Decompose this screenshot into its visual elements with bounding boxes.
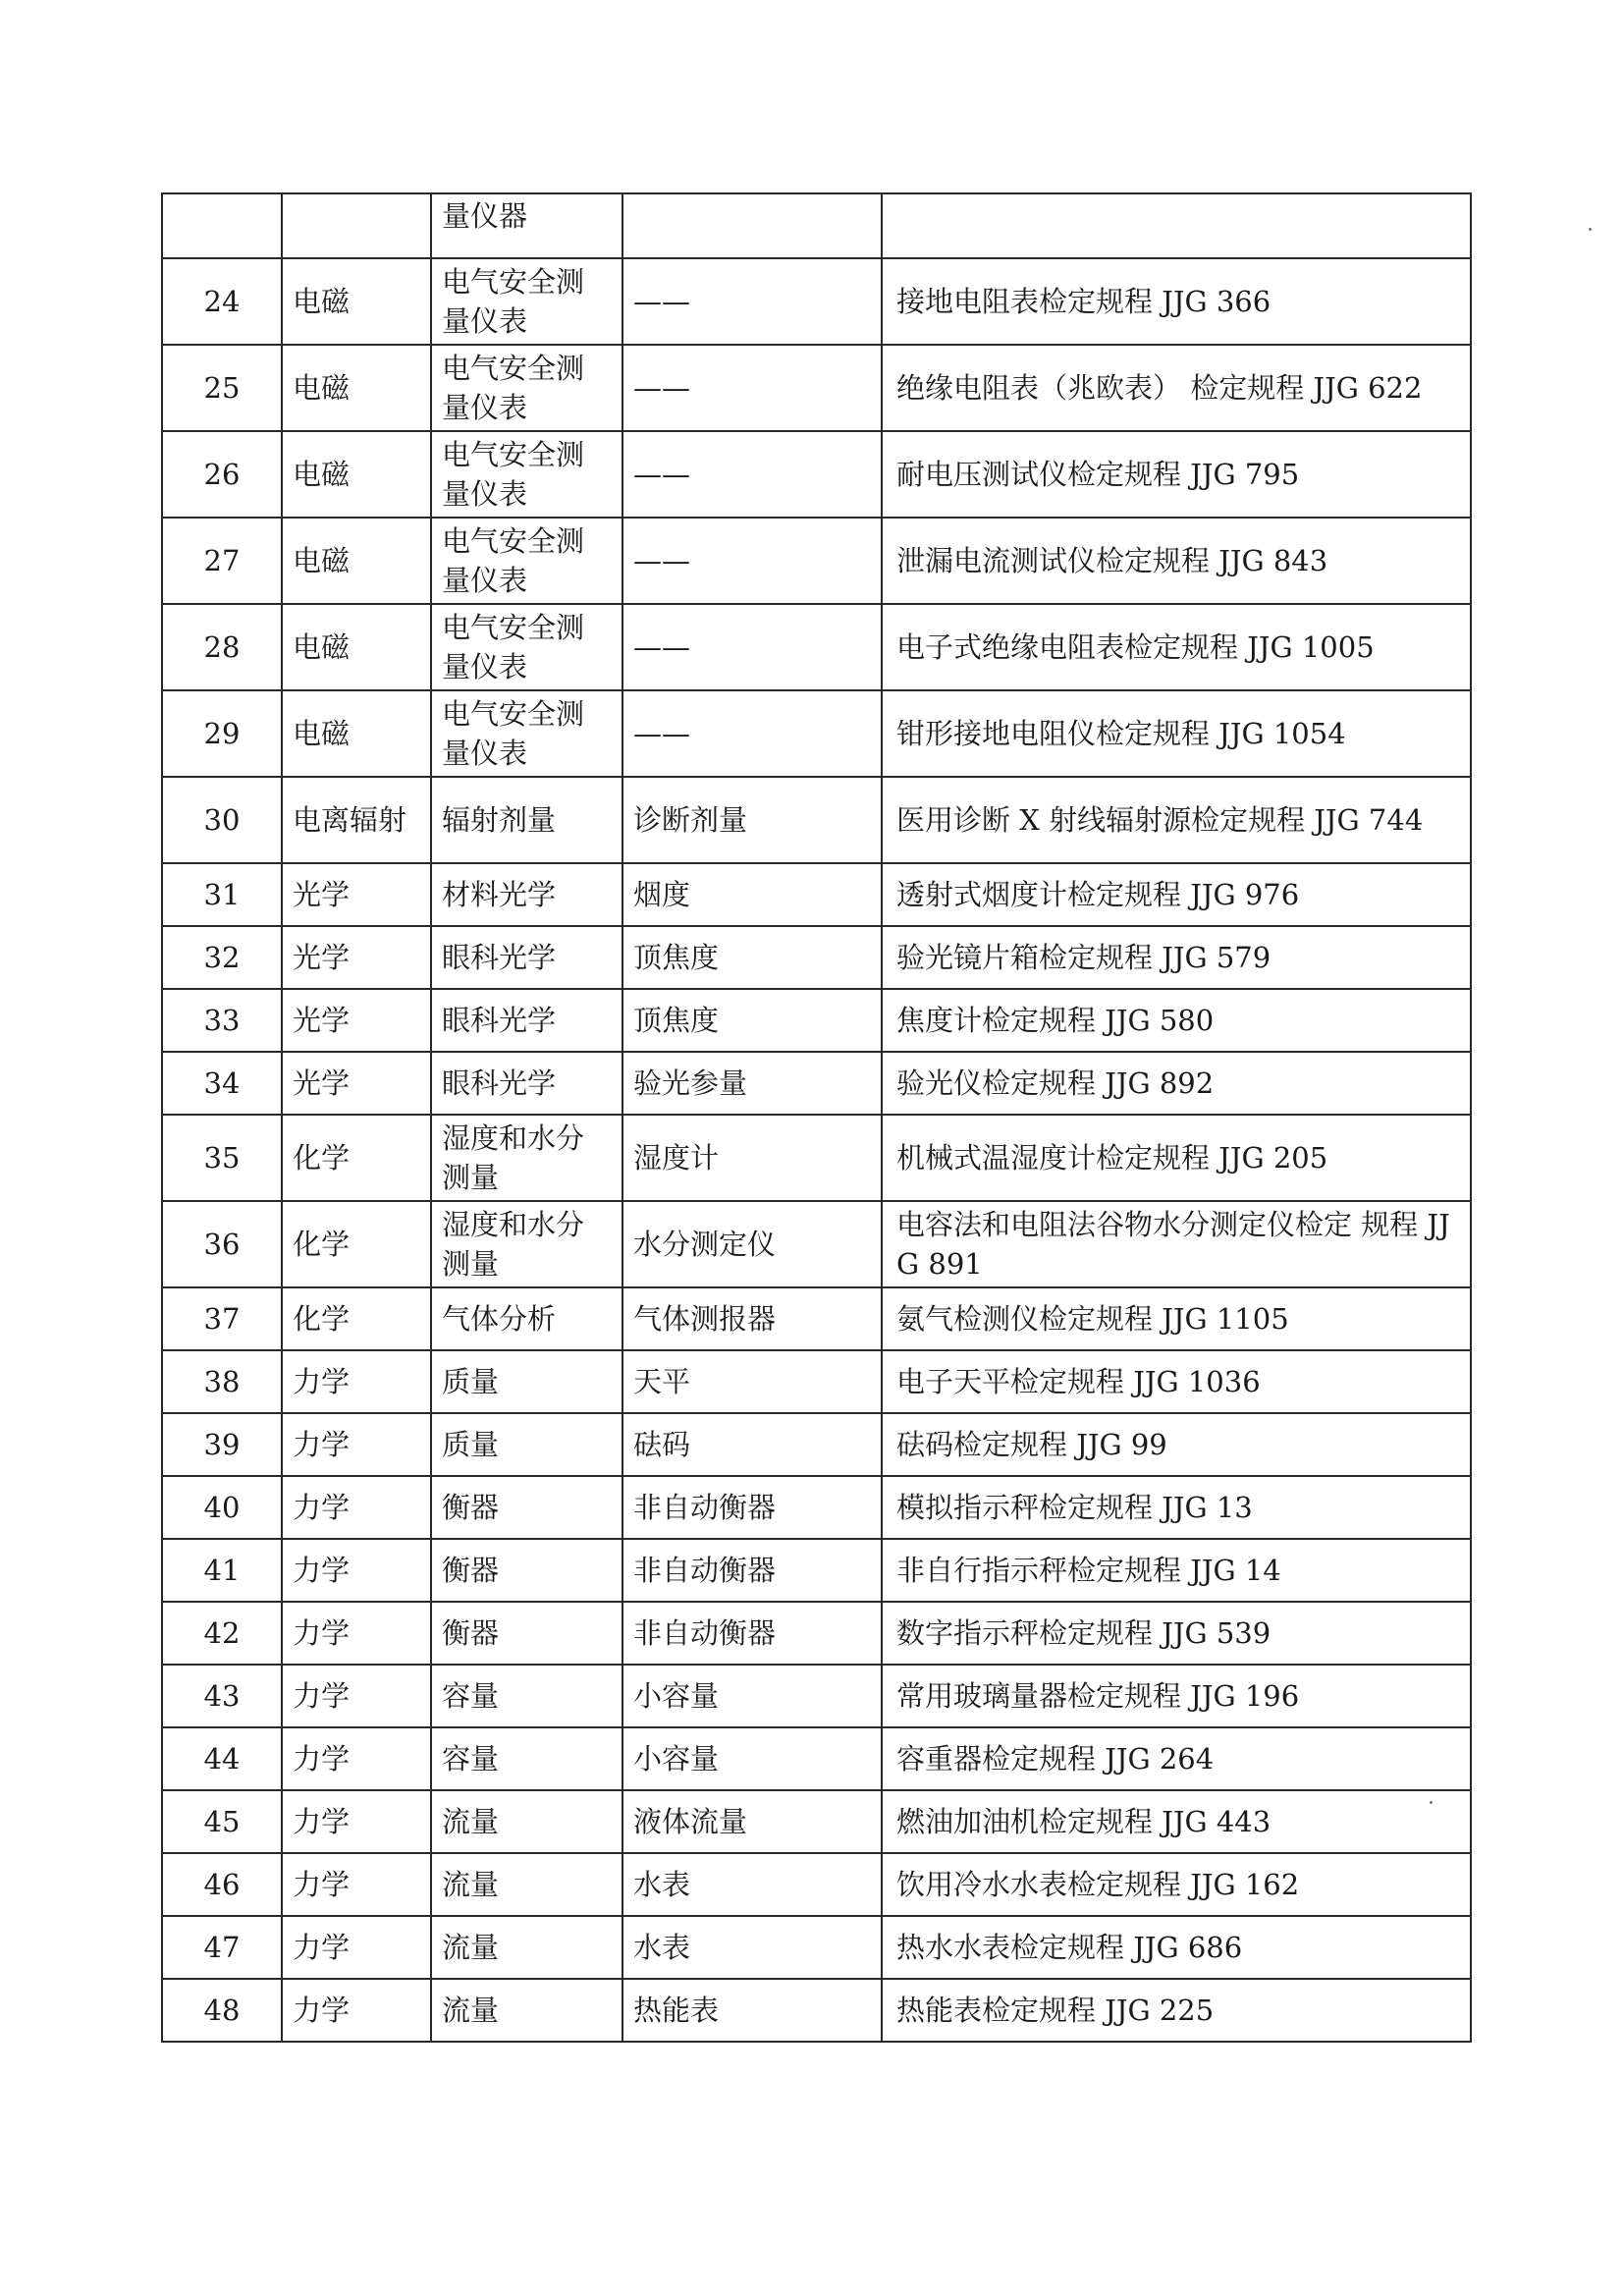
field-cell: 力学: [282, 1727, 431, 1790]
row-number-cell: 28: [162, 604, 282, 690]
table-row: [162, 1350, 1471, 1413]
table-row: [162, 1476, 1471, 1539]
field-cell: [282, 193, 431, 258]
item-cell: 电气安全测量仪表: [431, 518, 622, 604]
standard-cell: 医用诊断 X 射线辐射源检定规程 JJG 744: [882, 777, 1471, 863]
row-number-cell: 47: [162, 1916, 282, 1979]
item-cell: 质量: [431, 1350, 622, 1413]
standard-cell: 燃油加油机检定规程 JJG 443: [882, 1790, 1471, 1853]
field-cell: 力学: [282, 1413, 431, 1476]
subitem-cell: [622, 193, 882, 258]
row-number-cell: 40: [162, 1476, 282, 1539]
subitem-cell: 非自动衡器: [622, 1476, 882, 1539]
subitem-cell: ——: [622, 431, 882, 518]
standard-cell: 机械式温湿度计检定规程 JJG 205: [882, 1115, 1471, 1201]
row-number-cell: 34: [162, 1052, 282, 1115]
table-body: [162, 193, 1471, 2042]
item-cell: 眼科光学: [431, 1052, 622, 1115]
standard-cell: 绝缘电阻表（兆欧表） 检定规程 JJG 622: [882, 345, 1471, 431]
standard-cell: 验光仪检定规程 JJG 892: [882, 1052, 1471, 1115]
standard-cell: 饮用冷水水表检定规程 JJG 162: [882, 1853, 1471, 1916]
subitem-cell: 非自动衡器: [622, 1539, 882, 1602]
row-number-cell: 30: [162, 777, 282, 863]
subitem-cell: 热能表: [622, 1979, 882, 2042]
subitem-cell: 水分测定仪: [622, 1201, 882, 1287]
standard-cell: 电子式绝缘电阻表检定规程 JJG 1005: [882, 604, 1471, 690]
row-number-cell: 41: [162, 1539, 282, 1602]
table-row: [162, 1602, 1471, 1665]
row-number-cell: 42: [162, 1602, 282, 1665]
item-cell: 流量: [431, 1790, 622, 1853]
table-row: [162, 1979, 1471, 2042]
item-cell: 流量: [431, 1979, 622, 2042]
field-cell: 电磁: [282, 604, 431, 690]
subitem-cell: ——: [622, 604, 882, 690]
item-cell: 眼科光学: [431, 926, 622, 989]
field-cell: 电磁: [282, 518, 431, 604]
table-row: [162, 1853, 1471, 1916]
scan-speck: [1430, 1801, 1433, 1804]
subitem-cell: 烟度: [622, 863, 882, 926]
row-number-cell: 36: [162, 1201, 282, 1287]
row-number-cell: 35: [162, 1115, 282, 1201]
row-number-cell: 44: [162, 1727, 282, 1790]
subitem-cell: 气体测报器: [622, 1287, 882, 1350]
subitem-cell: 小容量: [622, 1727, 882, 1790]
field-cell: 化学: [282, 1115, 431, 1201]
field-cell: 化学: [282, 1201, 431, 1287]
item-cell: 流量: [431, 1853, 622, 1916]
field-cell: 力学: [282, 1350, 431, 1413]
field-cell: 电磁: [282, 258, 431, 345]
subitem-cell: 小容量: [622, 1665, 882, 1727]
table-row: [162, 518, 1471, 604]
standard-cell: 焦度计检定规程 JJG 580: [882, 989, 1471, 1052]
item-cell: 湿度和水分测量: [431, 1201, 622, 1287]
standard-cell: 模拟指示秤检定规程 JJG 13: [882, 1476, 1471, 1539]
table-row: [162, 926, 1471, 989]
row-number-cell: 33: [162, 989, 282, 1052]
table-row: [162, 1052, 1471, 1115]
standard-cell: [882, 193, 1471, 258]
table-row: [162, 1665, 1471, 1727]
item-cell: 辐射剂量: [431, 777, 622, 863]
field-cell: 光学: [282, 863, 431, 926]
field-cell: 化学: [282, 1287, 431, 1350]
table-row: [162, 193, 1471, 258]
item-cell: 质量: [431, 1413, 622, 1476]
row-number-cell: 26: [162, 431, 282, 518]
row-number-cell: 29: [162, 690, 282, 777]
table-row: [162, 1539, 1471, 1602]
table-row: [162, 1790, 1471, 1853]
table-row: [162, 1287, 1471, 1350]
item-cell: 衡器: [431, 1539, 622, 1602]
row-number-cell: 45: [162, 1790, 282, 1853]
field-cell: 力学: [282, 1979, 431, 2042]
item-cell: 流量: [431, 1916, 622, 1979]
field-cell: 电磁: [282, 431, 431, 518]
item-cell: 电气安全测量仪表: [431, 604, 622, 690]
item-cell: 电气安全测量仪表: [431, 258, 622, 345]
standard-cell: 钳形接地电阻仪检定规程 JJG 1054: [882, 690, 1471, 777]
field-cell: 力学: [282, 1665, 431, 1727]
standard-cell: 非自行指示秤检定规程 JJG 14: [882, 1539, 1471, 1602]
item-cell: 气体分析: [431, 1287, 622, 1350]
row-number-cell: 46: [162, 1853, 282, 1916]
row-number-cell: [162, 193, 282, 258]
subitem-cell: ——: [622, 690, 882, 777]
field-cell: 电离辐射: [282, 777, 431, 863]
standard-cell: 接地电阻表检定规程 JJG 366: [882, 258, 1471, 345]
subitem-cell: 顶焦度: [622, 926, 882, 989]
subitem-cell: 砝码: [622, 1413, 882, 1476]
subitem-cell: 诊断剂量: [622, 777, 882, 863]
table-row: [162, 258, 1471, 345]
standard-cell: 热能表检定规程 JJG 225: [882, 1979, 1471, 2042]
field-cell: 力学: [282, 1602, 431, 1665]
table-row: [162, 777, 1471, 863]
field-cell: 力学: [282, 1916, 431, 1979]
subitem-cell: ——: [622, 345, 882, 431]
row-number-cell: 25: [162, 345, 282, 431]
table-row: [162, 1727, 1471, 1790]
field-cell: 光学: [282, 1052, 431, 1115]
field-cell: 力学: [282, 1476, 431, 1539]
standard-cell: 电子天平检定规程 JJG 1036: [882, 1350, 1471, 1413]
field-cell: 力学: [282, 1790, 431, 1853]
item-cell: 电气安全测量仪表: [431, 431, 622, 518]
subitem-cell: 水表: [622, 1916, 882, 1979]
field-cell: 力学: [282, 1539, 431, 1602]
standard-cell: 容重器检定规程 JJG 264: [882, 1727, 1471, 1790]
row-number-cell: 31: [162, 863, 282, 926]
subitem-cell: 湿度计: [622, 1115, 882, 1201]
verification-regulation-table: [161, 192, 1472, 2043]
field-cell: 光学: [282, 926, 431, 989]
item-cell: 电气安全测量仪表: [431, 690, 622, 777]
subitem-cell: 验光参量: [622, 1052, 882, 1115]
subitem-cell: 非自动衡器: [622, 1602, 882, 1665]
standard-cell: 砝码检定规程 JJG 99: [882, 1413, 1471, 1476]
row-number-cell: 39: [162, 1413, 282, 1476]
subitem-cell: 天平: [622, 1350, 882, 1413]
field-cell: 电磁: [282, 345, 431, 431]
standard-cell: 泄漏电流测试仪检定规程 JJG 843: [882, 518, 1471, 604]
standard-cell: 电容法和电阻法谷物水分测定仪检定 规程 JJG 891: [882, 1201, 1471, 1287]
item-cell: 量仪器: [431, 193, 622, 258]
item-cell: 容量: [431, 1665, 622, 1727]
row-number-cell: 38: [162, 1350, 282, 1413]
subitem-cell: 顶焦度: [622, 989, 882, 1052]
subitem-cell: 水表: [622, 1853, 882, 1916]
table-row: [162, 431, 1471, 518]
row-number-cell: 27: [162, 518, 282, 604]
table-row: [162, 1916, 1471, 1979]
standard-cell: 热水水表检定规程 JJG 686: [882, 1916, 1471, 1979]
row-number-cell: 48: [162, 1979, 282, 2042]
row-number-cell: 24: [162, 258, 282, 345]
standard-cell: 耐电压测试仪检定规程 JJG 795: [882, 431, 1471, 518]
table-row: [162, 989, 1471, 1052]
standard-cell: 氨气检测仪检定规程 JJG 1105: [882, 1287, 1471, 1350]
item-cell: 衡器: [431, 1476, 622, 1539]
row-number-cell: 32: [162, 926, 282, 989]
scan-speck: [1589, 228, 1592, 231]
table-row: [162, 690, 1471, 777]
subitem-cell: ——: [622, 258, 882, 345]
subitem-cell: ——: [622, 518, 882, 604]
item-cell: 容量: [431, 1727, 622, 1790]
standard-cell: 数字指示秤检定规程 JJG 539: [882, 1602, 1471, 1665]
item-cell: 材料光学: [431, 863, 622, 926]
subitem-cell: 液体流量: [622, 1790, 882, 1853]
standard-cell: 透射式烟度计检定规程 JJG 976: [882, 863, 1471, 926]
standard-cell: 验光镜片箱检定规程 JJG 579: [882, 926, 1471, 989]
item-cell: 电气安全测量仪表: [431, 345, 622, 431]
item-cell: 衡器: [431, 1602, 622, 1665]
table-row: [162, 345, 1471, 431]
table-row: [162, 863, 1471, 926]
row-number-cell: 37: [162, 1287, 282, 1350]
row-number-cell: 43: [162, 1665, 282, 1727]
item-cell: 湿度和水分测量: [431, 1115, 622, 1201]
item-cell: 眼科光学: [431, 989, 622, 1052]
table-row: [162, 1115, 1471, 1201]
table-row: [162, 1201, 1471, 1287]
field-cell: 力学: [282, 1853, 431, 1916]
standard-cell: 常用玻璃量器检定规程 JJG 196: [882, 1665, 1471, 1727]
field-cell: 电磁: [282, 690, 431, 777]
table-row: [162, 1413, 1471, 1476]
field-cell: 光学: [282, 989, 431, 1052]
table-row: [162, 604, 1471, 690]
